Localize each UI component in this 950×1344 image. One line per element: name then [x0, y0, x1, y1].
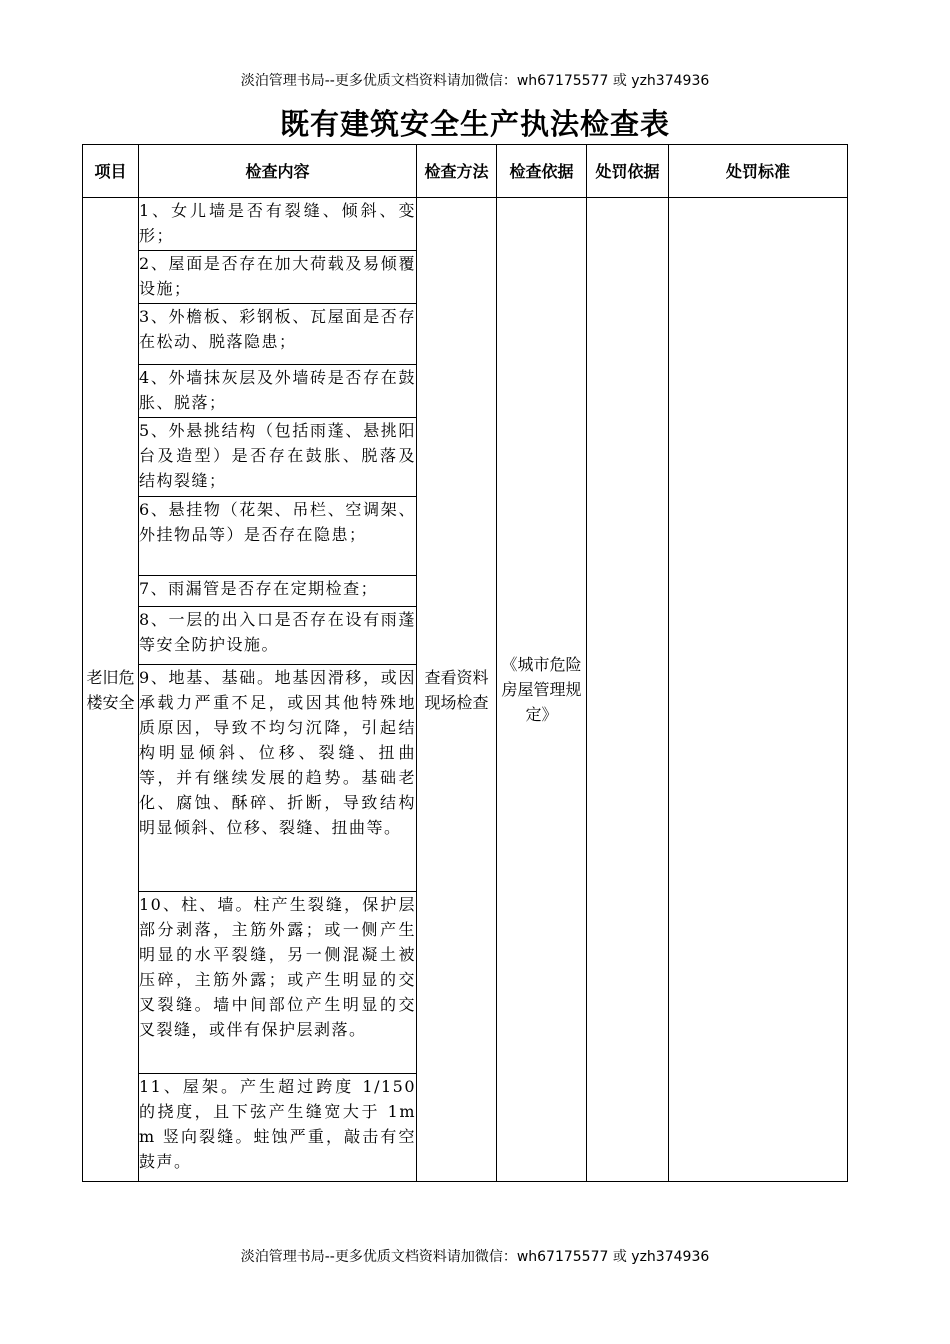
basis-cell: 《城市危险房屋管理规定》	[497, 198, 587, 1182]
table-header-row	[83, 145, 848, 198]
check-item: 2、屋面是否存在加大荷载及易倾覆设施；	[139, 251, 417, 304]
header-penalty-basis: 处罚依据	[587, 145, 669, 198]
check-item: 4、外墙抹灰层及外墙砖是否存在鼓胀、脱落；	[139, 365, 417, 418]
project-cell: 老旧危楼安全	[83, 198, 139, 1182]
check-item: 10、柱、墙。柱产生裂缝，保护层部分剥落，主筋外露；或一侧产生明显的水平裂缝，另一侧混凝土被压碎，主筋外露；或产生明显的交叉裂缝。墙中间部位产生明显的交叉裂缝，或伴有保护层剥落。	[139, 892, 417, 1074]
header-method: 检查方法	[417, 145, 497, 198]
check-item: 5、外悬挑结构（包括雨蓬、悬挑阳台及造型）是否存在鼓胀、脱落及结构裂缝；	[139, 418, 417, 497]
penalty-basis-cell	[587, 198, 669, 1182]
header-penalty-standard: 处罚标准	[669, 145, 848, 198]
header-basis: 检查依据	[497, 145, 587, 198]
check-item: 6、悬挂物（花架、吊栏、空调架、外挂物品等）是否存在隐患；	[139, 497, 417, 576]
check-item: 11、屋架。产生超过跨度 1/150 的挠度，且下弦产生缝宽大于 1mm 竖向裂缝。蛀蚀严重，敲击有空鼓声。	[139, 1074, 417, 1182]
check-item: 7、雨漏管是否存在定期检查；	[139, 576, 417, 607]
check-item: 8、一层的出入口是否存在设有雨蓬等安全防护设施。	[139, 607, 417, 665]
check-item: 1、女儿墙是否有裂缝、倾斜、变形；	[139, 198, 417, 251]
check-item: 9、地基、基础。地基因滑移，或因承载力严重不足，或因其他特殊地质原因，导致不均匀沉降，引起结构明显倾斜、位移、裂缝、扭曲等，并有继续发展的趋势。基础老化、腐蚀、酥碎、折断，导致结构明显倾斜、位移、裂缝、扭曲等。	[139, 665, 417, 892]
method-cell: 查看资料现场检查	[417, 198, 497, 1182]
header-project: 项目	[83, 145, 139, 198]
footer-note: 淡泊管理书局--更多优质文档资料请加微信：wh67175577 或 yzh374936	[240, 1249, 710, 1265]
header-content: 检查内容	[139, 145, 417, 198]
check-item: 3、外檐板、彩钢板、瓦屋面是否存在松动、脱落隐患；	[139, 304, 417, 365]
penalty-standard-cell	[669, 198, 848, 1182]
page-title: 既有建筑安全生产执法检查表	[279, 107, 670, 141]
header-note: 淡泊管理书局--更多优质文档资料请加微信：wh67175577 或 yzh374936	[240, 73, 710, 89]
table-row	[83, 198, 848, 251]
inspection-table	[82, 144, 848, 1182]
